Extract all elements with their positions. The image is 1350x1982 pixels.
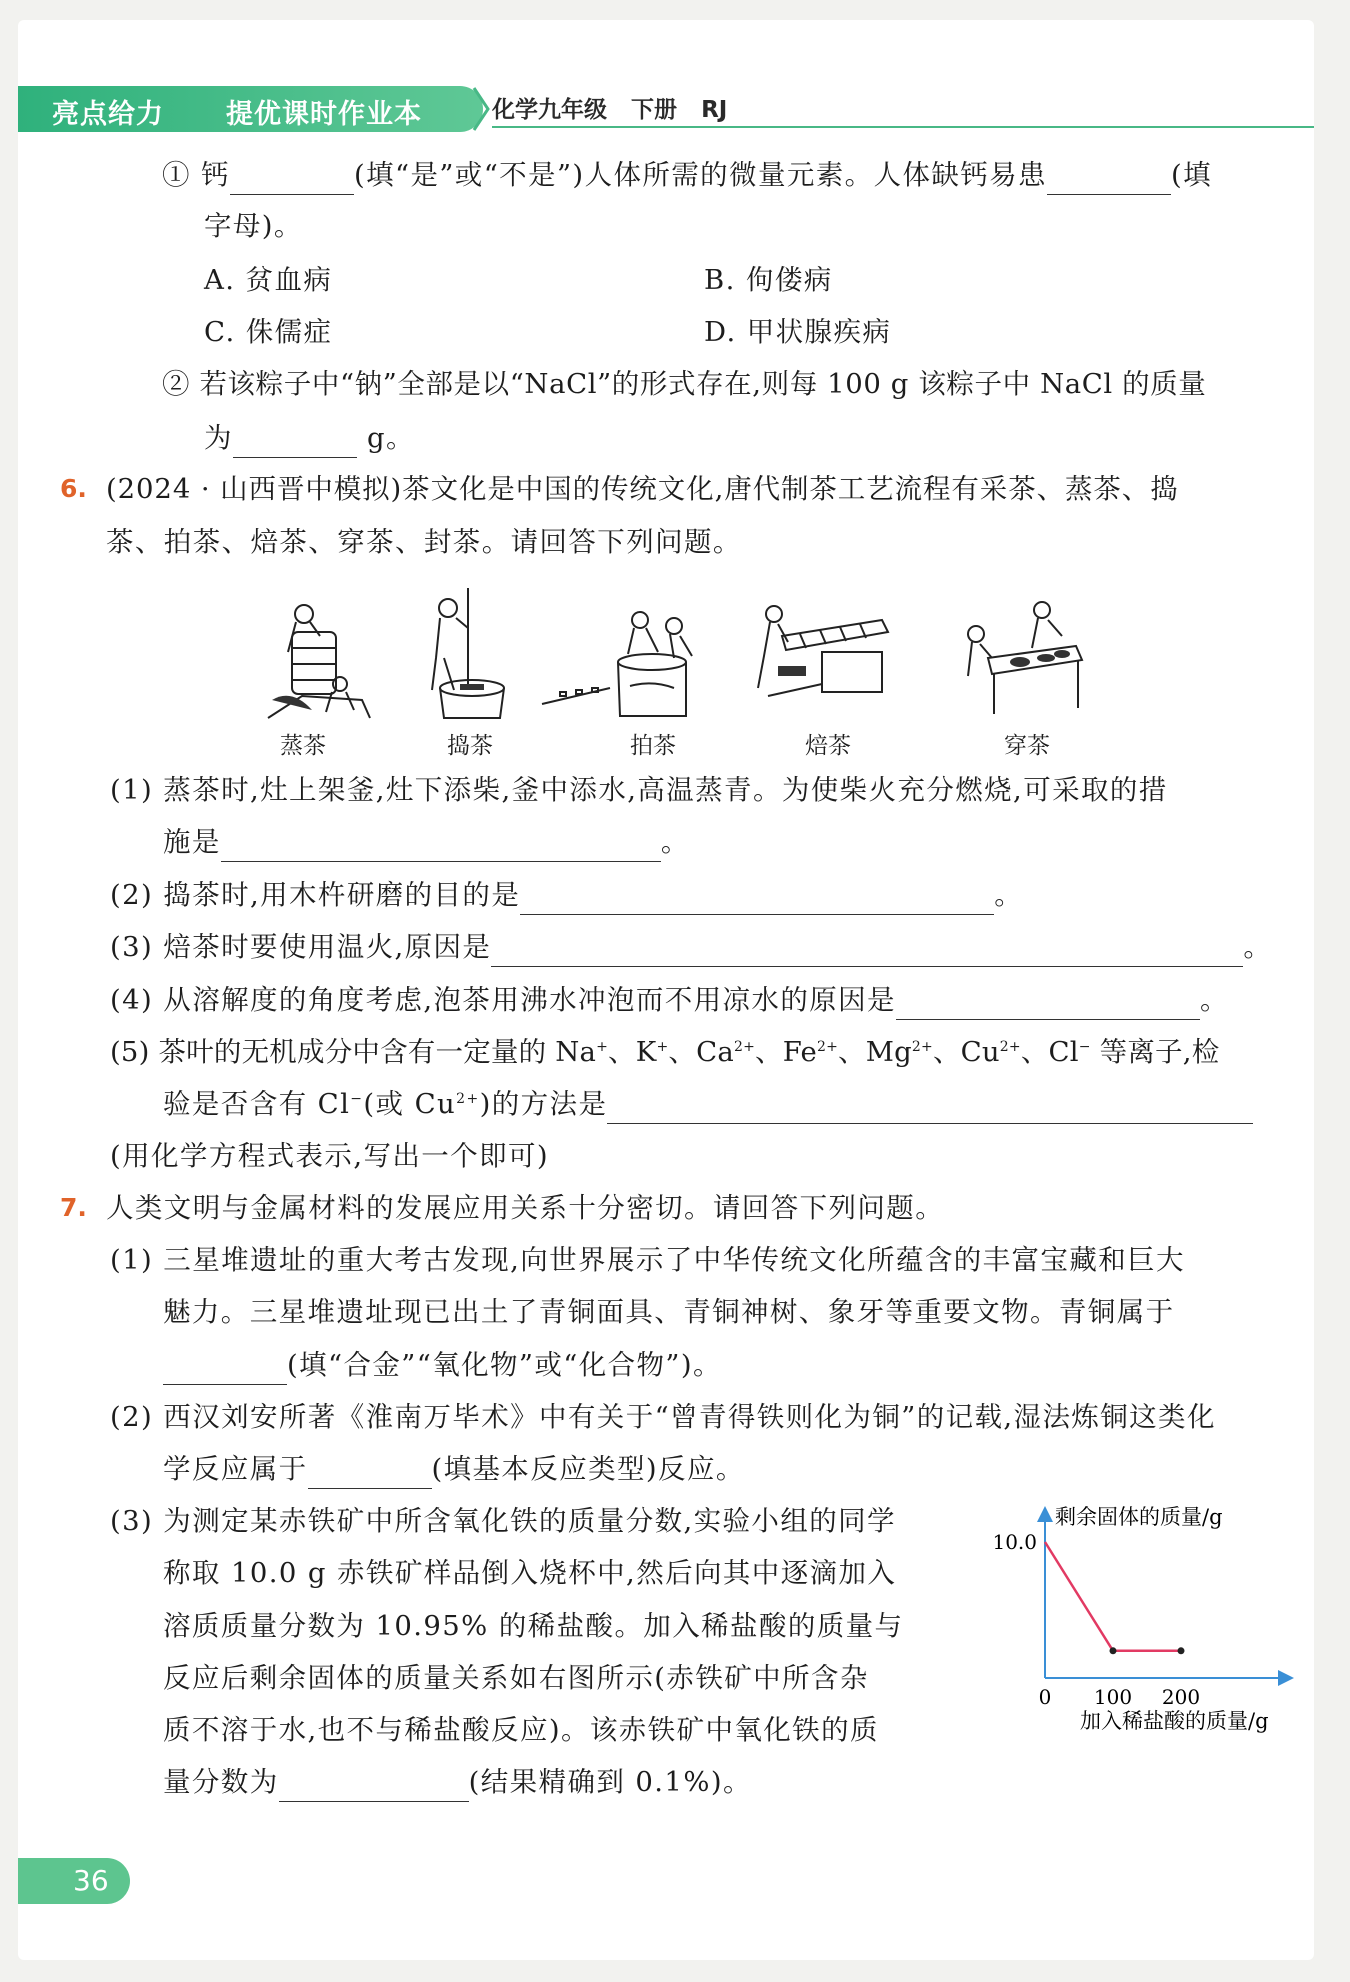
q7-sub2-line1: (2) 西汉刘安所著《淮南万毕术》中有关于“曾青得铁则化为铜”的记载,湿法炼铜这类化 (110, 1401, 1216, 1433)
q5-p1-text-a: ① 钙 (162, 159, 230, 191)
data-point (1178, 1647, 1185, 1654)
caption-pat: 拍茶 (630, 733, 676, 759)
answer-blank[interactable] (230, 164, 354, 195)
q6-s5l2-text: 验是否含有 Cl (163, 1088, 351, 1120)
q7-sub3-line1: (3) 为测定某赤铁矿中所含氧化铁的质量分数,实验小组的同学 (110, 1505, 896, 1537)
q5-part2-line2 (204, 418, 415, 458)
ion-fe: 、Fe (755, 1036, 817, 1068)
subject: 化学九年级 (492, 97, 607, 123)
ion-charge: − (1078, 1038, 1091, 1055)
ion-ca: 、Ca (668, 1036, 734, 1068)
y-axis-label: 剩余固体的质量/g (1055, 1505, 1223, 1529)
caption-bake: 焙茶 (805, 733, 851, 759)
q7-s3-text-a: 量分数为 (163, 1766, 279, 1798)
option-d: D. 甲状腺疾病 (704, 316, 892, 348)
caption-pound: 捣茶 (447, 733, 493, 759)
ion-charge: 2+ (733, 1038, 756, 1055)
q7-s1-text: (填“合金”“氧化物”或“化合物”)。 (287, 1349, 722, 1381)
q7-s2-text-a: 学反应属于 (163, 1453, 308, 1485)
x-tick-label: 200 (1161, 1685, 1201, 1709)
series-title: 亮点给力 (52, 99, 164, 130)
q5-p2-text-b: g。 (356, 422, 415, 454)
steaming-tea-illustration (262, 592, 374, 724)
q6-sub5-line2 (163, 1084, 1253, 1124)
volume: 下册 (631, 97, 678, 123)
q6-s5-end: 等离子,检 (1090, 1036, 1220, 1068)
q6-stem-line1: (2024 · 山西晋中模拟)茶文化是中国的传统文化,唐代制茶工艺流程有采茶、蒸茶、捣 (106, 473, 1179, 505)
q6-s4-text: (4) 从溶解度的角度考虑,泡茶用沸水冲泡而不用凉水的原因是 (110, 984, 896, 1016)
caption-steam: 蒸茶 (280, 733, 326, 759)
edition: RJ (701, 97, 728, 123)
ion-cu: 、Cu (932, 1036, 1000, 1068)
stringing-tea-illustration (958, 596, 1088, 720)
ion-k: 、K (608, 1036, 657, 1068)
data-point (1110, 1647, 1117, 1654)
book-title: 提优课时作业本 (226, 99, 422, 130)
q6-s5-text: (5) 茶叶的无机成分中含有一定量的 Na (110, 1036, 597, 1068)
q6-s3-text: (3) 焙茶时要使用温火,原因是 (110, 931, 492, 963)
ion-charge: 2+ (911, 1038, 933, 1055)
q7-number: 7. (60, 1193, 87, 1222)
x-tick-label: 0 (1038, 1685, 1052, 1709)
q6-sub4 (110, 980, 1229, 1020)
ion-charge: + (596, 1038, 609, 1055)
patting-tea-illustration (540, 606, 700, 724)
q6-s5l2-end: )的方法是 (479, 1088, 608, 1120)
q6-stem-line2: 茶、拍茶、焙茶、穿茶、封茶。请回答下列问题。 (106, 526, 742, 558)
q6-s3-end: 。 (1243, 931, 1273, 963)
chevron-icon (472, 86, 492, 132)
q7-sub3-line4: 反应后剩余固体的质量关系如右图所示(赤铁矿中所含杂 (163, 1662, 869, 1694)
x-tick-label: 100 (1093, 1685, 1133, 1709)
option-c: C. 侏儒症 (204, 316, 333, 348)
mass-chart (985, 1500, 1305, 1740)
answer-blank[interactable] (607, 1093, 1253, 1124)
ion-charge: 2+ (816, 1038, 839, 1055)
option-a: A. 贫血病 (204, 264, 333, 296)
q7-stem: 人类文明与金属材料的发展应用关系十分密切。请回答下列问题。 (106, 1192, 945, 1224)
ion-mg: 、Mg (838, 1036, 912, 1068)
q6-s5l2-mid: (或 Cu (363, 1088, 457, 1120)
q7-sub3-line5: 质不溶于水,也不与稀盐酸反应)。该赤铁矿中氧化铁的质 (163, 1714, 879, 1746)
q5-part2-line1: ② 若该粽子中“钠”全部是以“NaCl”的形式存在,则每 100 g 该粽子中 NaCl 的质量 (162, 368, 1207, 400)
answer-blank[interactable] (491, 936, 1243, 967)
ion-cl: 、Cl (1020, 1036, 1079, 1068)
series-line (1045, 1542, 1181, 1651)
q6-s1-text: 施是 (163, 826, 221, 858)
q6-sub3 (110, 927, 1272, 967)
answer-blank[interactable] (163, 1354, 287, 1385)
baking-tea-illustration (752, 596, 892, 714)
ion-charge: + (656, 1038, 669, 1055)
q6-number: 6. (60, 474, 87, 503)
q7-sub1-line2: 魅力。三星堆遗址现已出土了青铜面具、青铜神树、象牙等重要文物。青铜属于 (163, 1296, 1175, 1328)
answer-blank[interactable] (520, 884, 994, 915)
page-number-tab (18, 1858, 130, 1904)
q6-sub1-line1: (1) 蒸茶时,灶上架釜,灶下添柴,釜中添水,高温蒸青。为使柴火充分燃烧,可采取的措 (110, 774, 1168, 806)
header-banner (18, 86, 483, 132)
answer-blank[interactable] (279, 1771, 469, 1802)
answer-blank[interactable] (233, 427, 357, 458)
x-axis-label: 加入稀盐酸的质量/g (1080, 1709, 1269, 1733)
answer-blank[interactable] (308, 1458, 432, 1489)
q7-sub1-line1: (1) 三星堆遗址的重大考古发现,向世界展示了中华传统文化所蕴含的丰富宝藏和巨大 (110, 1244, 1185, 1276)
q6-s4-end: 。 (1199, 984, 1229, 1016)
header-rule (492, 126, 1314, 128)
q7-sub1-line3 (163, 1345, 722, 1385)
q7-s3-text-b: (结果精确到 0.1%)。 (468, 1766, 752, 1798)
q5-p2-text-a: 为 (204, 422, 233, 454)
q7-sub2-line2 (163, 1449, 745, 1489)
q6-s2-end: 。 (994, 879, 1024, 911)
answer-blank[interactable] (221, 831, 661, 862)
q6-s1-end: 。 (660, 826, 690, 858)
q6-sub5-line3: (用化学方程式表示,写出一个即可) (110, 1140, 549, 1172)
q7-sub3-line6 (163, 1762, 752, 1802)
q5-part1-line2: 字母)。 (204, 210, 303, 242)
pounding-tea-illustration (410, 584, 510, 724)
answer-blank[interactable] (896, 989, 1200, 1020)
option-b: B. 佝偻病 (704, 264, 833, 296)
answer-blank[interactable] (1047, 164, 1171, 195)
q7-sub3-line3: 溶质质量分数为 10.95% 的稀盐酸。加入稀盐酸的质量与 (163, 1610, 904, 1642)
page-number: 36 (73, 1864, 109, 1897)
q6-sub5-line1 (110, 1032, 1219, 1072)
ion-charge: 2+ (456, 1090, 480, 1107)
q7-sub3-line2: 称取 10.0 g 赤铁矿样品倒入烧杯中,然后向其中逐滴加入 (163, 1557, 897, 1589)
q6-s2-text: (2) 捣茶时,用木杵研磨的目的是 (110, 879, 521, 911)
ion-charge: − (350, 1090, 364, 1107)
ion-charge: 2+ (999, 1038, 1021, 1055)
y-tick-label: 10.0 (992, 1530, 1037, 1554)
q7-s2-text-b: (填基本反应类型)反应。 (431, 1453, 745, 1485)
q6-sub2 (110, 875, 1023, 915)
q5-part1-line1 (162, 155, 1212, 195)
q5-p1-text-b: (填“是”或“不是”)人体所需的微量元素。人体缺钙易患 (353, 159, 1047, 191)
q5-p1-text-c: (填 (1170, 159, 1212, 191)
q6-sub1-line2 (163, 822, 690, 862)
caption-string: 穿茶 (1004, 733, 1050, 759)
header-meta (492, 91, 727, 124)
